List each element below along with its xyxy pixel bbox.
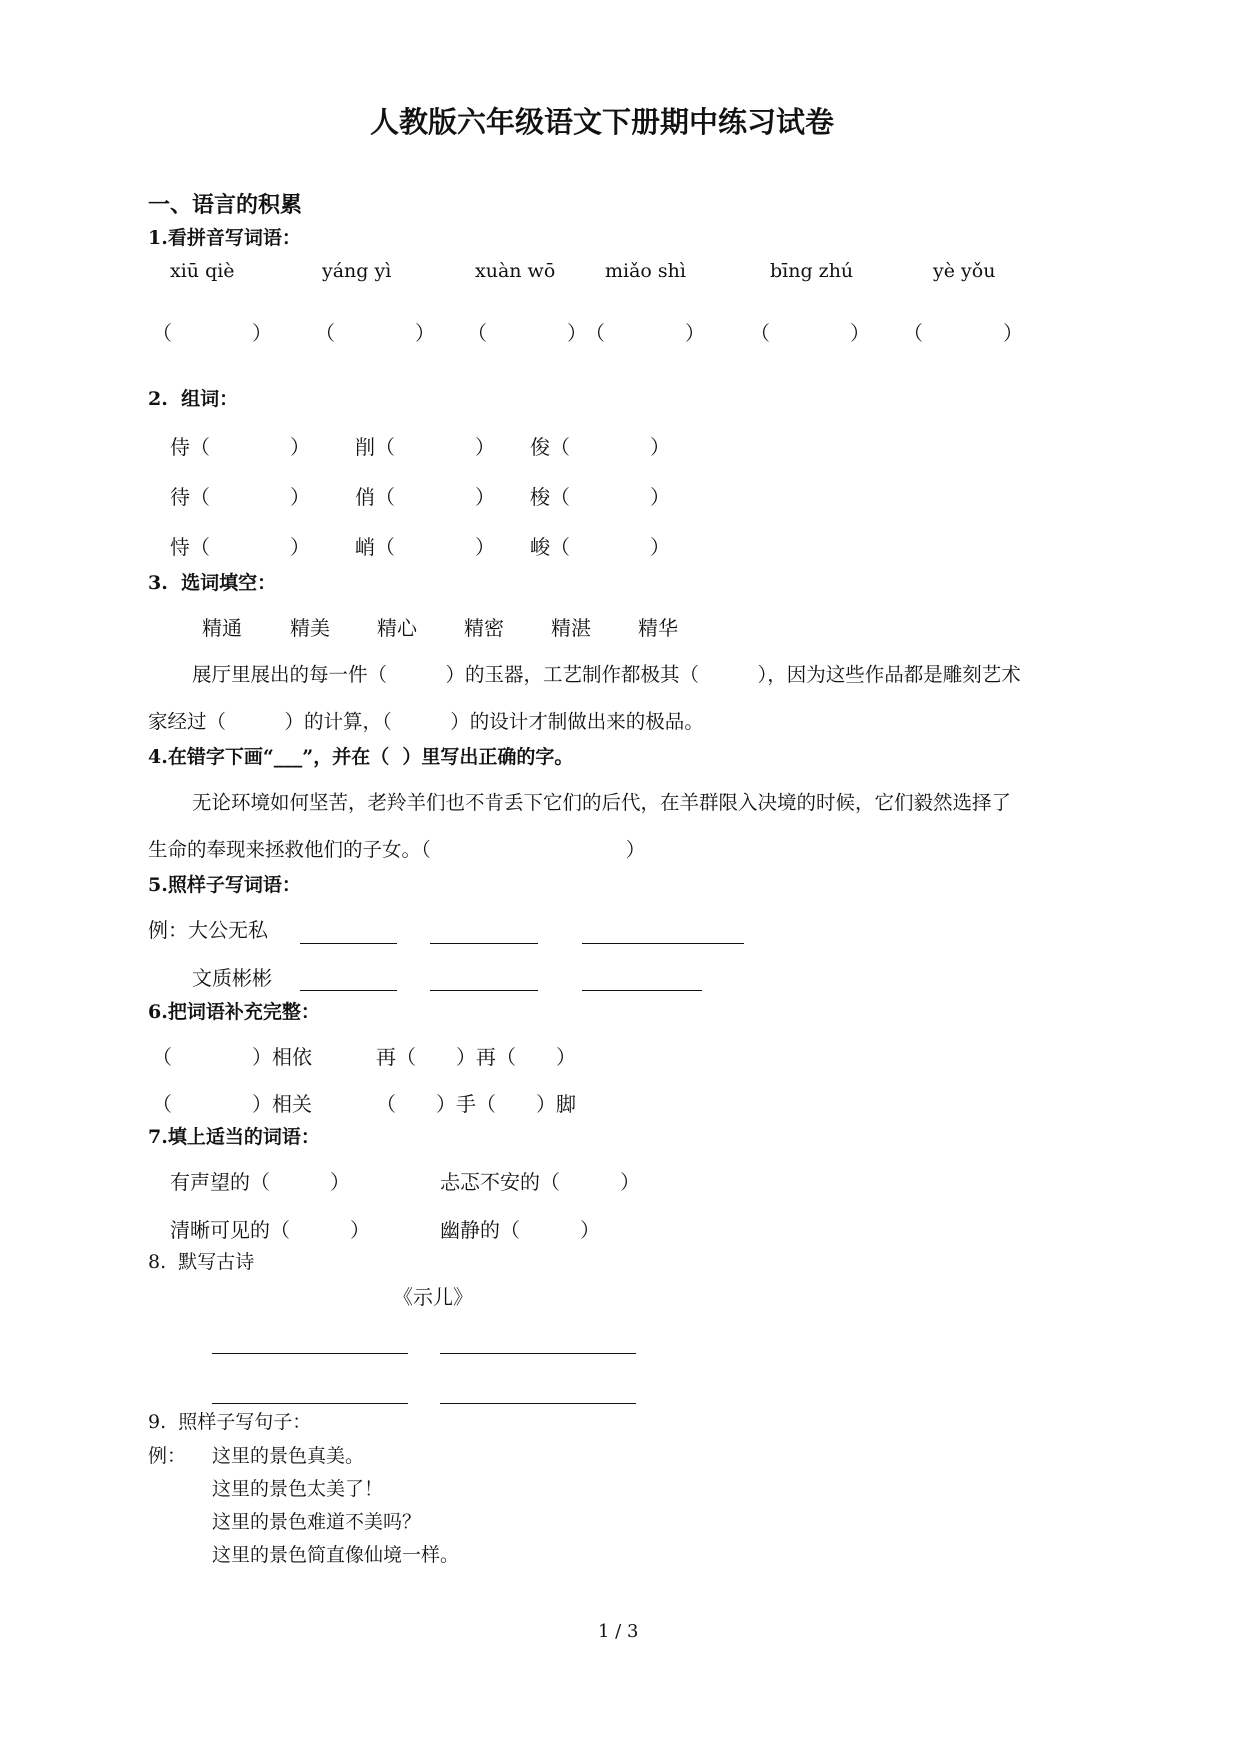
- word-group-item[interactable]: 梭（ ）: [530, 485, 670, 509]
- word-option: 精华: [638, 616, 678, 640]
- question-4-label: 4.在错字下画“___”，并在（ ）里写出正确的字。: [148, 746, 574, 768]
- poem-title: 《示儿》: [393, 1285, 473, 1309]
- answer-blank-2[interactable]: （ ）: [315, 321, 435, 345]
- fill-phrase[interactable]: （ ）手（ ）脚: [376, 1092, 576, 1116]
- word-group-item[interactable]: 侍（ ）: [170, 435, 310, 459]
- question-5-label: 5.照样子写词语：: [148, 874, 301, 896]
- example-word: 例：大公无私: [148, 918, 268, 942]
- answer-blank-1[interactable]: （ ）: [152, 321, 272, 345]
- question-8-label: 8. 默写古诗: [148, 1251, 255, 1273]
- fill-phrase[interactable]: 忐忑不安的（ ）: [440, 1170, 640, 1194]
- answer-blank-4[interactable]: （ ）: [585, 321, 705, 345]
- pinyin-4: miǎo shì: [605, 260, 686, 282]
- word-group-item[interactable]: 待（ ）: [170, 485, 310, 509]
- section-heading: 一、语言的积累: [148, 192, 303, 218]
- word-group-item[interactable]: 俏（ ）: [355, 485, 495, 509]
- answer-blank-6[interactable]: （ ）: [903, 321, 1023, 345]
- word-group-item[interactable]: 削（ ）: [355, 435, 495, 459]
- question-3-label: 3. 选词填空：: [148, 572, 277, 594]
- question-7-label: 7.填上适当的词语：: [148, 1126, 320, 1148]
- pinyin-1: xiū qiè: [170, 260, 235, 282]
- page-title: 人教版六年级语文下册期中练习试卷: [370, 105, 835, 139]
- word-group-item[interactable]: 俊（ ）: [530, 435, 670, 459]
- word-group-item[interactable]: 恃（ ）: [170, 535, 310, 559]
- paragraph-line: 展厅里展出的每一件（ ）的玉器，工艺制作都极其（ ），因为这些作品都是雕刻艺术: [192, 663, 1021, 686]
- example-sentence: 这里的景色简直像仙境一样。: [212, 1544, 460, 1566]
- answer-line[interactable]: [300, 990, 397, 991]
- question-2-label: 2. 组词：: [148, 388, 239, 410]
- pinyin-5: bīng zhú: [770, 260, 854, 282]
- fill-phrase[interactable]: 有声望的（ ）: [170, 1170, 350, 1194]
- word-option: 精湛: [551, 616, 591, 640]
- paragraph-line: 无论环境如何坚苦，老羚羊们也不肯丢下它们的后代，在羊群限入决境的时候，它们毅然选择了: [192, 791, 1012, 814]
- answer-line[interactable]: [430, 943, 538, 944]
- paragraph-line: 生命的奉现来拯救他们的子女。（ ）: [148, 838, 646, 861]
- question-9-label: 9. 照样子写句子：: [148, 1411, 312, 1433]
- answer-line[interactable]: [582, 990, 702, 991]
- answer-line[interactable]: [300, 943, 397, 944]
- fill-phrase[interactable]: 清晰可见的（ ）: [170, 1218, 370, 1242]
- example-sentence: 这里的景色难道不美吗？: [212, 1511, 422, 1533]
- pinyin-3: xuàn wō: [475, 260, 556, 282]
- example-word: 文质彬彬: [192, 966, 272, 990]
- answer-line[interactable]: [212, 1403, 408, 1404]
- word-group-item[interactable]: 峭（ ）: [355, 535, 495, 559]
- question-6-label: 6.把词语补充完整：: [148, 1001, 320, 1023]
- answer-line[interactable]: [440, 1353, 636, 1354]
- question-1-label: 1.看拼音写词语：: [148, 227, 301, 249]
- word-option: 精通: [202, 616, 242, 640]
- pinyin-2: yáng yì: [322, 260, 392, 282]
- word-option: 精密: [464, 616, 504, 640]
- paragraph-line: 家经过（ ）的计算，（ ）的设计才制做出来的极品。: [148, 710, 704, 733]
- fill-phrase[interactable]: 幽静的（ ）: [440, 1218, 600, 1242]
- example-sentence: 这里的景色真美。: [212, 1445, 365, 1467]
- page-number: 1 / 3: [598, 1621, 639, 1642]
- pinyin-6: yè yǒu: [933, 260, 996, 282]
- word-group-item[interactable]: 峻（ ）: [530, 535, 670, 559]
- example-prefix: 例：: [148, 1445, 187, 1467]
- fill-phrase[interactable]: （ ）相关: [152, 1092, 312, 1116]
- answer-blank-3[interactable]: （ ）: [467, 321, 587, 345]
- answer-blank-5[interactable]: （ ）: [750, 321, 870, 345]
- answer-line[interactable]: [430, 990, 538, 991]
- answer-line[interactable]: [582, 943, 744, 944]
- fill-phrase[interactable]: （ ）相依: [152, 1045, 312, 1069]
- fill-phrase[interactable]: 再（ ）再（ ）: [376, 1045, 576, 1069]
- answer-line[interactable]: [440, 1403, 636, 1404]
- word-option: 精心: [377, 616, 417, 640]
- answer-line[interactable]: [212, 1353, 408, 1354]
- example-sentence: 这里的景色太美了！: [212, 1478, 384, 1500]
- word-option: 精美: [290, 616, 330, 640]
